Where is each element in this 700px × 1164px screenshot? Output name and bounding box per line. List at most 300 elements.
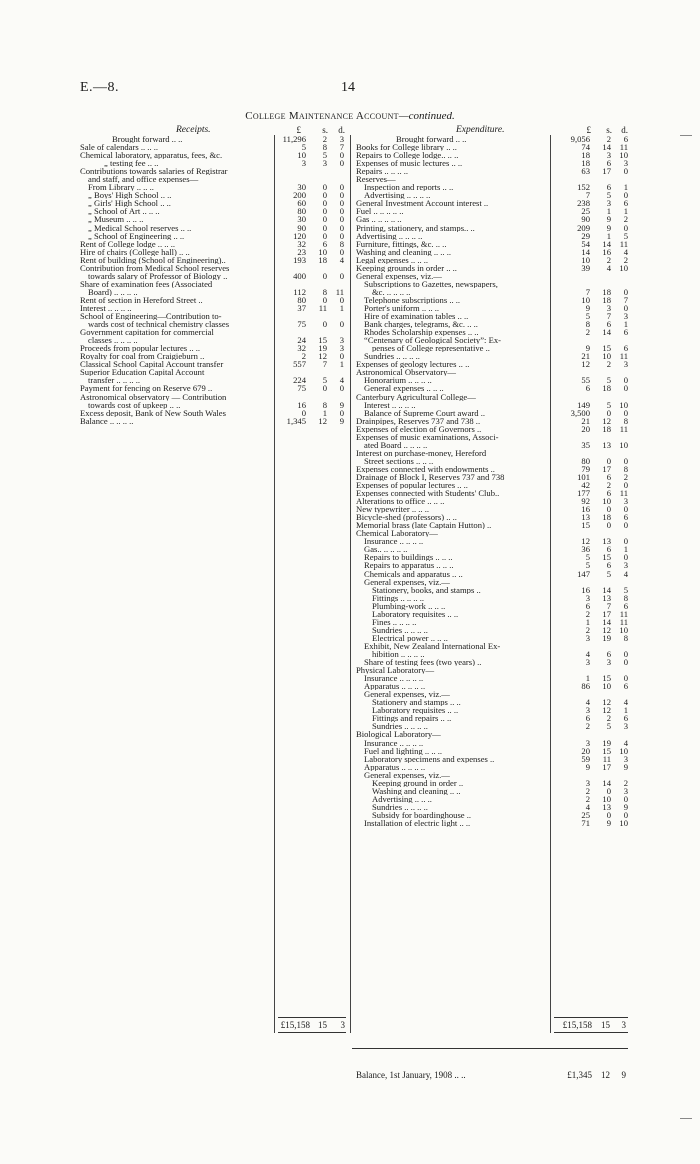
title-main: College Maintenance Account — [245, 110, 399, 122]
row-pence: 1 — [623, 319, 628, 330]
ledger-row — [356, 264, 628, 272]
ledger-row — [80, 215, 350, 223]
row-description: „ Boys' High School .. .. — [88, 191, 172, 200]
page-number: 14 — [341, 80, 355, 95]
total-pounds: £15,158 — [562, 1020, 592, 1030]
ledger-row — [80, 272, 350, 280]
row-pounds: 3,500 — [570, 407, 590, 418]
row-pence: 3 — [623, 311, 628, 322]
row-pounds: 2 — [585, 793, 590, 804]
row-pence: 6 — [623, 198, 628, 209]
row-pence: 3 — [339, 134, 344, 144]
closing-balance-pounds: £1,345 — [567, 1070, 592, 1080]
row-description: Astronomical Observatory— — [356, 368, 456, 377]
ledger-row — [80, 199, 350, 207]
row-shillings: 5 — [322, 150, 327, 161]
row-shillings: 18 — [602, 294, 611, 305]
row-shillings: 18 — [602, 286, 611, 297]
row-description: Laboratory requisites .. .. — [372, 706, 459, 715]
row-pence: 0 — [623, 657, 628, 668]
row-shillings: 10 — [602, 681, 611, 692]
account-title — [0, 110, 700, 122]
ledger-row — [80, 384, 350, 392]
expenditure-amount-rule — [550, 135, 551, 1033]
row-description: Fuel and lighting .. .. .. — [364, 746, 443, 755]
row-shillings: 6 — [606, 319, 611, 330]
row-description: „ testing fee .. .. — [104, 159, 159, 168]
row-description: Sale of calendars .. .. .. — [80, 143, 159, 152]
row-description: Subsidy for boardinghouse .. — [372, 810, 472, 819]
row-shillings: 1 — [322, 407, 327, 418]
row-shillings: 0 — [322, 206, 327, 217]
row-pounds: 6 — [585, 383, 590, 394]
row-pence: 8 — [623, 463, 628, 474]
row-pounds: 4 — [585, 801, 590, 812]
row-description: Books for College library .. .. — [356, 143, 457, 152]
row-pounds: 16 — [581, 584, 590, 595]
row-pence: 0 — [623, 649, 628, 659]
row-pence: 0 — [623, 536, 628, 547]
row-description: Repairs to apparatus .. .. .. — [364, 561, 454, 570]
row-shillings: 11 — [318, 302, 327, 313]
row-pence: 10 — [619, 150, 628, 161]
row-pence: 3 — [623, 560, 628, 571]
row-pence: 0 — [339, 190, 344, 201]
row-shillings: 0 — [322, 222, 327, 233]
row-pence: 3 — [623, 158, 628, 169]
row-description: Telephone subscriptions .. .. — [364, 295, 461, 304]
row-pence: 10 — [619, 745, 628, 756]
receipts-total-rule-top — [278, 1017, 346, 1018]
row-description: Fittings and repairs .. .. — [372, 714, 452, 723]
row-pounds: 3 — [585, 705, 590, 716]
row-shillings: 5 — [606, 721, 611, 732]
row-pence: 0 — [623, 480, 628, 491]
ledger-row — [356, 272, 628, 280]
row-shillings: 3 — [606, 198, 611, 209]
row-description: Government capitation for commercial — [80, 328, 214, 337]
row-pence: 0 — [623, 520, 628, 531]
row-pence: 0 — [339, 158, 344, 169]
row-pounds: 120 — [293, 230, 306, 241]
row-shillings: 10 — [318, 246, 327, 257]
row-description: „ Girls' High School .. .. — [88, 199, 171, 208]
row-pence: 0 — [339, 222, 344, 233]
row-shillings: 1 — [606, 230, 611, 241]
row-description: Insurance .. .. .. .. — [364, 674, 424, 683]
row-pounds: 35 — [581, 439, 590, 450]
row-pounds: 3 — [585, 737, 590, 748]
row-shillings: 12 — [602, 697, 611, 708]
row-pounds: 2 — [585, 785, 590, 796]
row-pounds: 1,345 — [286, 415, 306, 426]
row-shillings: 13 — [602, 536, 611, 547]
row-description: Fuel .. .. .. .. .. — [356, 207, 404, 216]
row-description: Astronomical observatory — Contribution — [80, 392, 227, 401]
row-description: Laboratory requisites .. .. — [372, 609, 459, 618]
row-pounds: 79 — [581, 463, 590, 474]
row-pence: 0 — [339, 214, 344, 225]
ledger-row — [80, 248, 350, 256]
row-shillings: 18 — [602, 383, 611, 394]
row-description: Keeping ground in order .. — [372, 778, 464, 787]
row-description: &c. .. .. .. .. — [372, 287, 411, 296]
row-pounds: 147 — [577, 568, 590, 579]
row-pence: 9 — [339, 415, 344, 426]
row-pounds: 39 — [581, 262, 590, 273]
row-pence: 0 — [339, 246, 344, 257]
ledger-row — [356, 328, 628, 336]
row-description: General expenses, viz.— — [356, 271, 442, 280]
row-shillings: 14 — [602, 238, 611, 249]
row-pence: 6 — [623, 134, 628, 144]
row-pence: 0 — [339, 198, 344, 209]
ledger-row — [356, 384, 628, 392]
row-pence: 0 — [339, 407, 344, 418]
row-description: Laboratory specimens and expenses .. — [364, 754, 495, 763]
row-shillings: 3 — [606, 657, 611, 668]
row-shillings: 2 — [606, 254, 611, 265]
row-pounds: 9 — [585, 761, 590, 772]
row-pounds: 59 — [581, 753, 590, 764]
ledger-row — [80, 360, 350, 368]
row-pounds: 75 — [297, 383, 306, 394]
row-description: Apparatus .. .. .. .. — [364, 762, 426, 771]
row-pounds: 9 — [585, 343, 590, 354]
row-pence: 2 — [623, 254, 628, 265]
row-pence: 9 — [623, 761, 628, 772]
row-pence: 6 — [623, 681, 628, 692]
row-description: Reserves— — [356, 175, 396, 184]
row-pence: 0 — [623, 793, 628, 804]
row-shillings: 9 — [606, 222, 611, 233]
row-description: ated Board .. .. .. .. — [364, 440, 428, 449]
row-shillings: 19 — [318, 343, 327, 354]
row-shillings: 0 — [606, 809, 611, 820]
row-description: Payment for fencing on Reserve 679 .. — [80, 384, 213, 393]
row-pence: 0 — [623, 222, 628, 233]
receipts-heading: Receipts. — [176, 125, 211, 135]
row-shillings: 0 — [606, 520, 611, 531]
row-pence: 0 — [339, 230, 344, 241]
row-description: Chemical Laboratory— — [356, 529, 438, 538]
row-description: Rhodes Scholarship expenses .. .. — [364, 328, 479, 337]
row-description: Royalty for coal from Craigieburn .. — [80, 352, 205, 361]
row-pounds: 20 — [581, 423, 590, 434]
row-description: and staff, and office expenses— — [88, 175, 199, 184]
row-description: Plumbing-work .. .. .. — [372, 601, 446, 610]
row-shillings: 17 — [602, 761, 611, 772]
row-pounds: 36 — [581, 544, 590, 555]
row-description: School of Engineering—Contribution to- — [80, 312, 222, 321]
row-description: transfer .. .. .. .. — [88, 376, 141, 385]
row-pence: 11 — [619, 616, 628, 627]
row-shillings: 15 — [602, 673, 611, 684]
pounds-header: £ — [586, 125, 591, 135]
row-description: “Centenary of Geological Society”: Ex- — [364, 336, 501, 345]
row-shillings: 13 — [602, 439, 611, 450]
row-shillings: 0 — [322, 190, 327, 201]
row-pence: 0 — [339, 383, 344, 394]
row-shillings: 0 — [322, 319, 327, 330]
total-pence: 3 — [340, 1020, 345, 1030]
row-description: Board) .. .. .. .. — [88, 287, 138, 296]
row-shillings: 5 — [606, 375, 611, 386]
row-pounds: 18 — [581, 158, 590, 169]
row-shillings: 18 — [602, 512, 611, 523]
row-description: New typewriter .. .. .. — [356, 505, 430, 514]
row-description: Interest on purchase-money, Hereford — [356, 448, 487, 457]
row-pounds: 193 — [293, 254, 306, 265]
row-pounds: 71 — [581, 817, 590, 828]
row-shillings: 2 — [322, 134, 327, 144]
row-pounds: 16 — [581, 504, 590, 515]
row-pounds: 224 — [293, 375, 306, 386]
pence-header: d. — [338, 125, 345, 135]
row-description: Advertising .. .. .. .. — [356, 231, 423, 240]
row-shillings: 0 — [322, 383, 327, 394]
shillings-header: s. — [606, 125, 612, 135]
row-pounds: 209 — [577, 222, 590, 233]
ledger-row — [80, 288, 350, 296]
row-pounds: 12 — [581, 359, 590, 370]
row-pence: 10 — [619, 817, 628, 828]
ledger-row — [356, 634, 628, 642]
total-shillings: 15 — [318, 1020, 327, 1030]
row-pounds: 9,056 — [570, 134, 590, 144]
row-pence: 0 — [623, 190, 628, 201]
ledger-row — [356, 441, 628, 449]
row-pounds: 2 — [301, 351, 306, 362]
row-description: Proceeds from popular lectures .. .. — [80, 344, 201, 353]
ledger-row — [80, 417, 350, 425]
margin-mark — [680, 135, 692, 136]
row-description: Repairs to College lodge.. .. .. — [356, 151, 459, 160]
ledger-row — [80, 143, 350, 151]
row-description: Balance .. .. .. .. — [80, 416, 134, 425]
row-shillings: 11 — [602, 753, 611, 764]
row-description: Brought forward .. .. — [112, 135, 183, 144]
row-description: Expenses of music examinations, Associ- — [356, 432, 499, 441]
row-pounds: 9 — [585, 302, 590, 313]
row-shillings: 0 — [606, 504, 611, 515]
row-pence: 3 — [623, 753, 628, 764]
pence-header: d. — [621, 125, 628, 135]
row-pence: 9 — [339, 399, 344, 410]
ledger-row — [80, 401, 350, 409]
row-pence: 4 — [623, 737, 628, 748]
row-pounds: 92 — [581, 496, 590, 507]
ledger-row — [80, 175, 350, 183]
row-shillings: 10 — [602, 496, 611, 507]
row-pence: 11 — [619, 608, 628, 619]
row-pounds: 7 — [585, 286, 590, 297]
ledger-row — [80, 376, 350, 384]
row-pence: 0 — [339, 270, 344, 281]
row-pounds: 90 — [581, 214, 590, 225]
row-description: Contributions towards salaries of Registrar — [80, 167, 228, 176]
row-pounds: 7 — [585, 190, 590, 201]
row-shillings: 19 — [602, 632, 611, 643]
ledger-row — [356, 167, 628, 175]
row-pence: 0 — [623, 166, 628, 177]
receipts-amount-rule — [274, 135, 275, 1033]
row-pounds: 200 — [293, 190, 306, 201]
row-description: Insurance .. .. .. .. — [364, 537, 424, 546]
row-pounds: 24 — [297, 335, 306, 346]
row-pence: 11 — [619, 351, 628, 362]
row-shillings: 6 — [606, 544, 611, 555]
ledger-row — [80, 191, 350, 199]
row-shillings: 5 — [606, 568, 611, 579]
row-description: Drainage of Block I, Reserves 737 and 738 — [356, 472, 505, 482]
row-shillings: 0 — [322, 214, 327, 225]
row-shillings: 13 — [602, 592, 611, 603]
row-pence: 6 — [623, 343, 628, 354]
row-shillings: 14 — [602, 142, 611, 153]
ledger-row — [356, 682, 628, 690]
row-shillings: 17 — [602, 166, 611, 177]
row-shillings: 2 — [606, 359, 611, 370]
ledger-row — [80, 232, 350, 240]
row-shillings: 14 — [602, 327, 611, 338]
row-pounds: 20 — [581, 745, 590, 756]
row-pence: 0 — [623, 809, 628, 820]
row-description: Stationery, books, and stamps .. — [372, 585, 481, 594]
row-shillings: 10 — [602, 351, 611, 362]
row-description: Gas .. .. .. .. .. — [356, 215, 402, 224]
row-shillings: 7 — [322, 359, 327, 370]
row-pounds: 557 — [293, 359, 306, 370]
row-description: Sundries .. .. .. .. — [372, 802, 428, 811]
row-description: Expenses of music lectures .. .. — [356, 159, 463, 168]
row-pence: 0 — [623, 375, 628, 386]
row-pounds: 86 — [581, 681, 590, 692]
row-pounds: 32 — [297, 343, 306, 354]
row-shillings: 13 — [602, 801, 611, 812]
row-shillings: 19 — [602, 737, 611, 748]
row-pence: 11 — [619, 142, 628, 153]
row-shillings: 6 — [606, 471, 611, 482]
row-description: Washing and cleaning .. .. — [372, 786, 461, 795]
balance-separator — [352, 1048, 628, 1049]
row-description: Gas.. .. .. .. .. — [364, 545, 408, 554]
row-shillings: 0 — [322, 230, 327, 241]
row-pounds: 80 — [297, 206, 306, 217]
row-pounds: 3 — [585, 592, 590, 603]
row-description: Hire of examination tables .. .. — [364, 312, 469, 321]
row-pounds: 3 — [585, 777, 590, 788]
row-pence: 0 — [623, 407, 628, 418]
row-pence: 3 — [623, 785, 628, 796]
ledger-row — [80, 296, 350, 304]
row-description: General expenses, viz.— — [364, 690, 450, 699]
ledger-row — [80, 352, 350, 360]
row-description: classes .. .. .. .. — [88, 336, 138, 345]
ledger-row — [80, 409, 350, 417]
ledger-row — [356, 570, 628, 578]
row-shillings: 12 — [318, 351, 327, 362]
ledger-row — [80, 207, 350, 215]
row-description: wards cost of technical chemistry classes — [88, 320, 230, 329]
row-pence: 11 — [619, 238, 628, 249]
row-pounds: 29 — [581, 230, 590, 241]
row-pounds: 3 — [301, 158, 306, 169]
row-description: Sundries .. .. .. .. — [364, 352, 420, 361]
row-shillings: 2 — [606, 480, 611, 491]
row-shillings: 6 — [606, 649, 611, 659]
row-pounds: 4 — [585, 649, 590, 659]
row-pounds: 3 — [585, 632, 590, 643]
row-pence: 0 — [623, 383, 628, 394]
row-description: Stationery and stamps .. .. — [372, 698, 461, 707]
row-pounds: 80 — [581, 455, 590, 466]
expenditure-column — [356, 135, 628, 827]
row-pounds: 10 — [581, 254, 590, 265]
total-pounds: £15,158 — [280, 1020, 310, 1030]
row-pence: 9 — [623, 801, 628, 812]
row-shillings: 6 — [606, 182, 611, 193]
row-description: Expenses connected with endowments .. — [356, 464, 495, 473]
row-shillings: 15 — [602, 552, 611, 563]
row-pounds: 10 — [581, 294, 590, 305]
row-pounds: 15 — [581, 520, 590, 531]
row-pounds: 11,296 — [282, 134, 306, 144]
ledger-row — [356, 763, 628, 771]
row-shillings: 8 — [322, 142, 327, 153]
row-description: Exhibit, New Zealand International Ex- — [364, 641, 501, 650]
row-pence: 4 — [339, 375, 344, 386]
row-shillings: 3 — [606, 150, 611, 161]
row-pounds: 1 — [585, 616, 590, 627]
ledger-row — [80, 183, 350, 191]
row-shillings: 18 — [318, 254, 327, 265]
row-shillings: 4 — [606, 262, 611, 273]
row-shillings: 17 — [602, 608, 611, 619]
row-pence: 0 — [339, 294, 344, 305]
row-description: Alterations to office .. .. .. — [356, 497, 445, 506]
row-description: Expenses connected with Students' Club.. — [356, 489, 500, 498]
row-pence: 11 — [335, 286, 344, 297]
row-shillings: 6 — [322, 238, 327, 249]
ledger-row — [80, 240, 350, 248]
row-description: towards salary of Professor of Biology .. — [88, 271, 228, 280]
row-shillings: 14 — [602, 616, 611, 627]
row-description: Insurance .. .. .. .. — [364, 738, 424, 747]
row-pence: 3 — [623, 359, 628, 370]
row-pence: 5 — [623, 230, 628, 241]
ledger-row — [80, 344, 350, 352]
row-pounds: 18 — [581, 150, 590, 161]
ledger-row — [80, 280, 350, 288]
ledger-row — [80, 304, 350, 312]
title-suffix: —continued. — [398, 110, 455, 122]
ledger-row — [80, 368, 350, 376]
row-description: Rent of section in Hereford Street .. — [80, 295, 203, 304]
row-description: Balance of Supreme Court award .. — [364, 408, 485, 417]
row-description: Advertising .. .. .. — [372, 794, 432, 803]
row-description: General expenses .. .. .. — [364, 384, 444, 393]
row-shillings: 8 — [322, 286, 327, 297]
row-description: Physical Laboratory— — [356, 666, 435, 675]
row-pence: 7 — [623, 294, 628, 305]
margin-mark — [680, 1118, 692, 1119]
row-description: General Investment Account interest .. — [356, 199, 489, 208]
row-description: Drainpipes, Reserves 737 and 738 .. — [356, 416, 481, 425]
row-description: hibition .. .. .. .. — [372, 650, 425, 659]
row-description: Biological Laboratory— — [356, 730, 441, 739]
row-pence: 2 — [623, 214, 628, 225]
